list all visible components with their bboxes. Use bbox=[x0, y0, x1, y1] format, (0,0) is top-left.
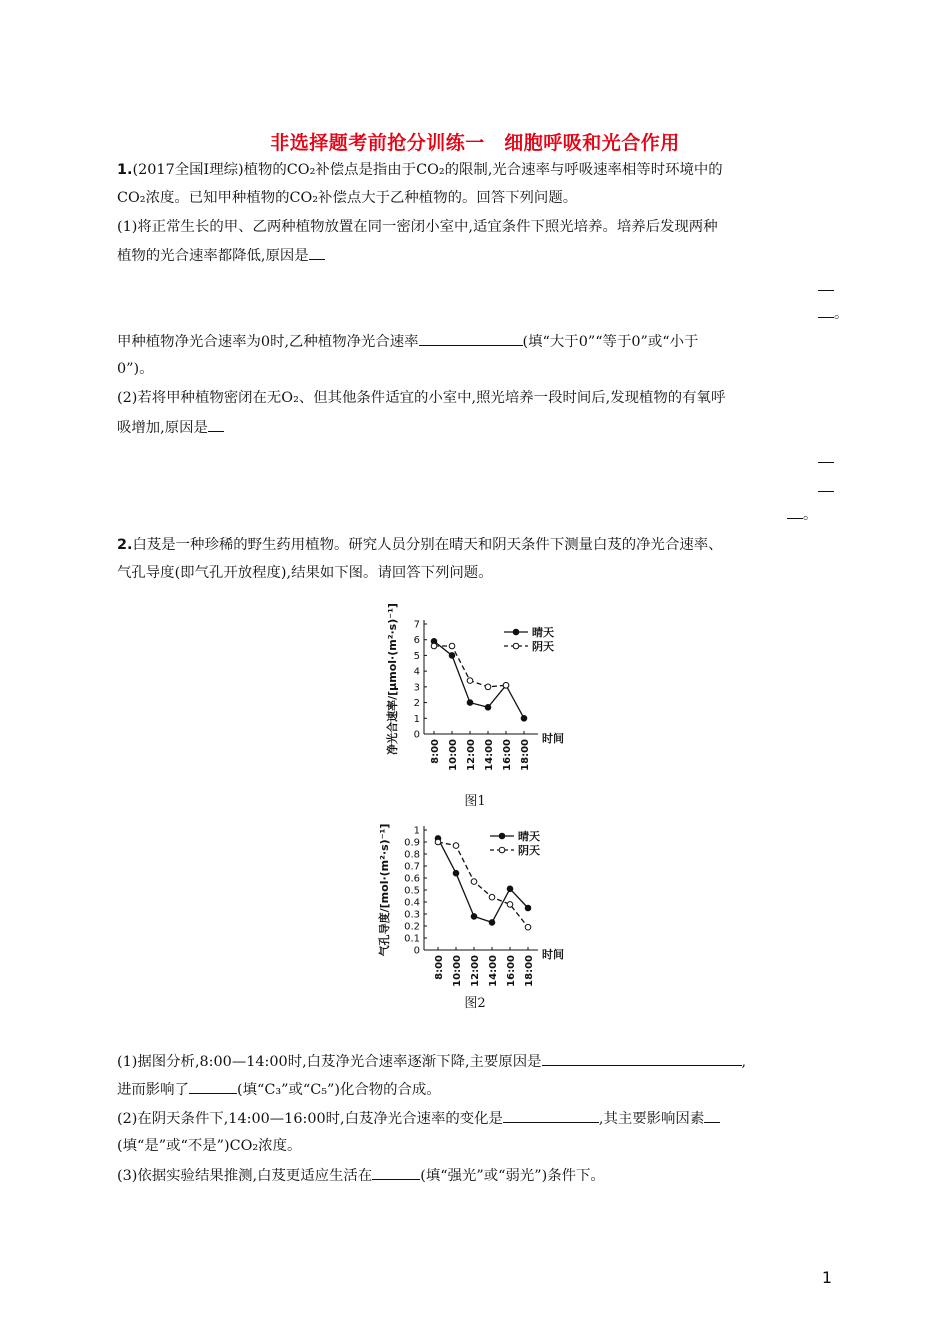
q2-text-s3b: ,其主要影响因素 bbox=[598, 1111, 705, 1127]
x-tick-label: 18:00 bbox=[524, 955, 535, 987]
answer-blank-q2-5[interactable] bbox=[372, 1165, 420, 1180]
series-line-晴天 bbox=[434, 641, 524, 718]
q1-end-1 bbox=[818, 302, 848, 323]
y-tick-label: 7 bbox=[413, 619, 420, 631]
q1-text-5b: (填“大于0”“等于0”或“小于 bbox=[522, 334, 699, 350]
x-tick-label: 16:00 bbox=[502, 739, 513, 771]
y-tick-label: 0.5 bbox=[404, 885, 420, 897]
data-point bbox=[467, 700, 473, 706]
x-tick-label: 10:00 bbox=[452, 955, 463, 987]
chart-net-photosynthesis bbox=[380, 588, 590, 771]
q2-sub-line-5 bbox=[117, 1165, 605, 1186]
q2-text-s1a: (1)据图分析,8:00—14:00时,白芨净光合速率逐渐下降,主要原因是 bbox=[117, 1054, 542, 1070]
page-title: 非选择题考前抢分训练一 细胞呼吸和光合作用 bbox=[270, 132, 680, 154]
q1-line-2: CO₂浓度。已知甲种植物的CO₂补偿点大于乙种植物的。回答下列问题。 bbox=[117, 190, 578, 206]
q1-text-1: (2017全国Ⅰ理综)植物的CO₂补偿点是指由于CO₂的限制,光合速率与呼吸速率相等时环境中的 bbox=[132, 162, 723, 178]
q2-text-1: 白芨是一种珍稀的野生药用植物。研究人员分别在晴天和阴天条件下测量白芨的净光合速率、 bbox=[132, 537, 723, 553]
data-point bbox=[471, 914, 477, 920]
q2-text-s2b: (填“C₃”或“C₅”)化合物的合成。 bbox=[236, 1082, 441, 1098]
q1-line-5 bbox=[117, 331, 698, 352]
y-tick-label: 5 bbox=[413, 650, 420, 662]
answer-blank-q1-1[interactable] bbox=[309, 245, 325, 260]
data-point bbox=[507, 902, 513, 908]
q1-text-8: 吸增加,原因是 bbox=[117, 420, 208, 436]
series-line-阴天 bbox=[438, 842, 528, 927]
answer-blank-q1-2[interactable] bbox=[419, 331, 523, 346]
q2-number: 2. bbox=[117, 537, 133, 553]
q1-number: 1. bbox=[117, 162, 133, 178]
y-tick-label: 0.4 bbox=[404, 897, 420, 909]
chart-stomatal-conductance bbox=[378, 812, 590, 987]
x-tick-label: 18:00 bbox=[520, 739, 531, 771]
legend-label: 晴天 bbox=[532, 626, 554, 639]
answer-line-q1-3a[interactable] bbox=[818, 462, 834, 463]
answer-blank-q2-3[interactable] bbox=[503, 1108, 599, 1123]
q2-text-s3a: (2)在阴天条件下,14:00—16:00时,白芨净光合速率的变化是 bbox=[117, 1111, 503, 1127]
y-axis-label: 净光合速率/[μmol·(m²·s)⁻¹] bbox=[386, 603, 399, 755]
x-tick-label: 12:00 bbox=[466, 739, 477, 771]
y-tick-label: 0.6 bbox=[404, 873, 420, 885]
q1-line-6: 0”)。 bbox=[117, 361, 154, 377]
q1-text-5a: 甲种植物净光合速率为0时,乙种植物净光合速率 bbox=[117, 334, 419, 350]
x-tick-label: 16:00 bbox=[506, 955, 517, 987]
legend-marker bbox=[499, 847, 505, 853]
legend-marker bbox=[513, 629, 519, 635]
x-tick-label: 14:00 bbox=[484, 739, 495, 771]
legend-label: 阴天 bbox=[532, 640, 554, 653]
answer-line-q1-1a[interactable] bbox=[818, 290, 834, 291]
x-tick-label: 14:00 bbox=[488, 955, 499, 987]
q1-line-8 bbox=[117, 417, 224, 438]
q2-text-s2a: 进而影响了 bbox=[117, 1082, 189, 1098]
q2-sub-line-2 bbox=[117, 1079, 441, 1100]
q1-end-2-text: 。 bbox=[803, 507, 818, 523]
q2-text-s1b: , bbox=[741, 1054, 747, 1070]
q1-line-1 bbox=[117, 160, 723, 180]
q2-sub-line-4: (填“是”或“不是”)CO₂浓度。 bbox=[117, 1138, 302, 1154]
data-point bbox=[489, 894, 495, 900]
data-point bbox=[489, 920, 495, 926]
data-point bbox=[449, 653, 455, 659]
legend-marker bbox=[513, 643, 519, 649]
answer-blank-q1-1b[interactable] bbox=[818, 303, 834, 318]
x-axis-label: 时间 bbox=[542, 732, 564, 745]
answer-blank-q2-2[interactable] bbox=[189, 1079, 237, 1094]
page-number: 1 bbox=[821, 1268, 832, 1287]
y-tick-label: 4 bbox=[413, 666, 420, 678]
x-tick-label: 8:00 bbox=[434, 955, 445, 980]
q1-text-4: 植物的光合速率都降低,原因是 bbox=[117, 248, 309, 264]
data-point bbox=[507, 886, 513, 892]
y-tick-label: 1 bbox=[413, 825, 420, 837]
y-tick-label: 0.7 bbox=[404, 861, 420, 873]
q2-text-s5a: (3)依据实验结果推测,白芨更适应生活在 bbox=[117, 1168, 373, 1184]
y-tick-label: 0 bbox=[413, 945, 420, 957]
y-tick-label: 0.1 bbox=[404, 933, 420, 945]
data-point bbox=[485, 704, 491, 710]
y-tick-label: 2 bbox=[413, 698, 420, 710]
data-point bbox=[503, 682, 509, 688]
y-axis-label: 气孔导度/[mol·(m²·s)⁻¹] bbox=[378, 823, 391, 957]
q2-line-2: 气孔导度(即气孔开放程度),结果如下图。请回答下列问题。 bbox=[117, 565, 493, 581]
y-tick-label: 0.9 bbox=[404, 837, 420, 849]
q2-sub-line-3 bbox=[117, 1108, 720, 1129]
data-point bbox=[525, 905, 531, 911]
data-point bbox=[471, 879, 477, 885]
y-tick-label: 0.3 bbox=[404, 909, 420, 921]
q2-text-s5b: (填“强光”或“弱光”)条件下。 bbox=[420, 1168, 605, 1184]
q2-sub-line-1 bbox=[117, 1051, 746, 1072]
answer-blank-q1-3[interactable] bbox=[208, 417, 224, 432]
x-tick-label: 8:00 bbox=[430, 739, 441, 764]
data-point bbox=[449, 643, 455, 649]
legend-label: 晴天 bbox=[518, 830, 540, 843]
data-point bbox=[525, 924, 531, 930]
data-point bbox=[467, 678, 473, 684]
data-point bbox=[453, 843, 459, 849]
q1-end-2 bbox=[787, 503, 817, 524]
q2-line-1 bbox=[117, 535, 723, 555]
y-tick-label: 0.2 bbox=[404, 921, 420, 933]
x-tick-label: 12:00 bbox=[470, 955, 481, 987]
q1-line-4 bbox=[117, 245, 325, 266]
q1-line-3: (1)将正常生长的甲、乙两种植物放置在同一密闭小室中,适宜条件下照光培养。培养后发现两种 bbox=[117, 219, 718, 235]
y-tick-label: 6 bbox=[413, 635, 420, 647]
legend-marker bbox=[499, 833, 505, 839]
data-point bbox=[431, 643, 437, 649]
x-tick-label: 10:00 bbox=[448, 739, 459, 771]
y-tick-label: 0.8 bbox=[404, 849, 420, 861]
y-tick-label: 3 bbox=[413, 682, 420, 694]
fig2-caption: 图2 bbox=[464, 996, 486, 1011]
y-tick-label: 0 bbox=[413, 729, 420, 741]
fig1-caption: 图1 bbox=[464, 794, 486, 809]
data-point bbox=[453, 870, 459, 876]
data-point bbox=[485, 684, 491, 690]
q1-line-7: (2)若将甲种植物密闭在无O₂、但其他条件适宜的小室中,照光培养一段时间后,发现植物的有氧呼 bbox=[117, 390, 726, 406]
answer-line-q1-3b[interactable] bbox=[818, 491, 834, 492]
data-point bbox=[435, 839, 441, 845]
legend-label: 阴天 bbox=[518, 844, 540, 857]
data-point bbox=[521, 715, 527, 721]
answer-blank-q2-1[interactable] bbox=[542, 1051, 742, 1066]
answer-blank-q2-4[interactable] bbox=[704, 1108, 720, 1123]
y-tick-label: 1 bbox=[413, 713, 420, 725]
q1-end-1-text: 。 bbox=[834, 306, 849, 322]
x-axis-label: 时间 bbox=[542, 948, 564, 961]
answer-blank-q1-3c[interactable] bbox=[787, 504, 803, 519]
